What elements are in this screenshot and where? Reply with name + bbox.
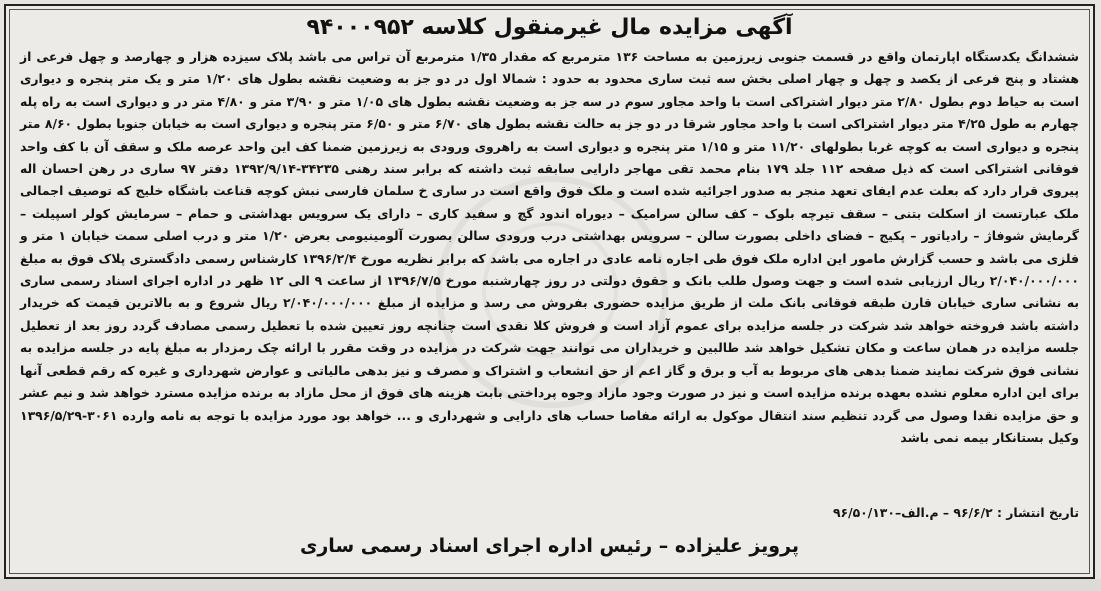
notice-title: آگهی مزایده مال غیرمنقول کلاسه ۹۴۰۰۰۹۵۲ (306, 15, 793, 40)
notice-body: ششدانگ یکدستگاه اپارتمان واقع در قسمت جنوبی زیرزمین به مساحت ۱۳۶ مترمربع که مقدار ۱/۳۵ مترمربع آن تراس می باشد پلاک سیزده هزار و چهارصد و چهل فرعی از هشتاد و پنج فرعی از یکصد و چهل و چهار اصلی بخش سه ثبت ساری محدود به حدود : شمالا اول در دو جز به وضعیت نقشه بطول های ۱/۲۰ متر و یک متر پنجره و دیواری است به حیاط دوم بطول ۲/۸۰ متر دیوار اشتراکی است با واحد مجاور سوم در سه جز به وضعیت نقشه بطول های ۱/۰۵ متر و ۳/۹۰ متر و ۴/۸۰ متر در و دیواری است به راه پله چهارم به طول ۴/۲۵ متر دیوار اشتراکی است با واحد مجاور شرقا در دو جز به حالت نقشه بطول های ۶/۷۰ متر و ۶/۵۰ متر پنجره و دیواری است به خیابان جنوبا بطول ۸/۶۰ متر پنجره و دیواری است به کوچه غربا بطولهای ۱۱/۲۰ متر و ۱/۱۵ متر پنجره و دیواری است به راهروی ورودی به زیرزمین ضمنا کف این واحد عرصه ملک و سقف آن با کف واحد فوقانی اشتراکی است که ذیل صفحه ۱۱۲ جلد ۱۷۹ بنام محمد تقی مهاجر دارایی سابقه ثبت داشته که برابر سند رهنی ۳۴۲۳۵-۱۳۹۲/۹/۱۴ دفتر ۹۷ ساری در رهن احسان اله پیروی قرار دارد که بعلت عدم ایفای تعهد منجر به صدور اجرائیه شده است و ملک فوق واقع است در ساری خ سلمان فارسی نبش کوچه قناعت باشگاه خلیج که توصیف اجمالی ملک عبارتست از اسکلت بتنی – سقف تیرچه بلوک – کف سالن سرامیک – دیوراه اندود گچ و سفید کاری – دارای یک سرویس بهداشتی و حمام – سرمایش کولر اسپیلت – گرمایش شوفاژ – رادیاتور – پکیج – فضای داخلی بصورت سالن – سرویس بهداشتی درب ورودی سالن بصورت آلومینیومی بعرض ۱/۲۰ متر و درب اصلی سمت خیابان ۱ متر و فلزی می باشد و حسب گزارش مامور این اداره ملک فوق طی اجاره نامه عادی در اجاره می باشد که برابر نظریه مورخ ۱۳۹۶/۲/۴ کارشناس رسمی دادگستری پلاک فوق به مبلغ ۲/۰۴۰/۰۰۰/۰۰۰ ریال ارزیابی شده است و جهت وصول طلب بانک و حقوق دولتی در روز چهارشنبه مورخ ۱۳۹۶/۷/۵ از ساعت ۹ الی ۱۲ ظهر در اداره اجرای اسناد رسمی ساری به نشانی ساری خیابان قارن طبقه فوقانی بانک ملت از طریق مزایده حضوری بفروش می رسد و مزایده از مبلغ ۲/۰۴۰/۰۰۰/۰۰۰ ریال شروع و به بالاترین قیمت که خریدار داشته باشد فروخته خواهد شد شرکت در جلسه مزایده برای عموم آزاد است و فروش کلا نقدی است چنانچه روز تعیین شده با تعطیل رسمی مصادف گردد روز بعد از تعطیل جلسه مزایده در همان ساعت و مکان تشکیل خواهد شد طالبین و خریداران می توانند جهت شرکت در مزایده در وقت مقرر با ارائه چک رمزدار به مبلغ پایه در جلسه مزایده به نشانی فوق شرکت نمایند ضمنا بدهی های مربوط به آب و برق و گاز اعم از حق انشعاب و اشتراک و مصرف و نیز بدهی مالیاتی و عوارض شهرداری و غیره که رقم قطعی آنها برای این اداره معلوم نشده بعهده برنده مزایده است و نیز در صورت وجود مازاد وجوه پرداختی بابت هزینه های فوق از محل مازاد به برنده مزایده مسترد خواهد شد و نیم عشر و حق مزایده نقدا وصول می گردد تنظیم سند انتقال موکول به ارائه مفاصا حساب های دارایی و شهرداری و ... خواهد بود مورد مزایده با توجه به نامه وارده ۳۰۶۱-۱۳۹۶/۵/۲۹ وکیل بستانکار بیمه نمی باشد (20, 49, 1080, 445)
page-bottom-edge (0, 579, 1101, 591)
auction-notice-box (4, 4, 1095, 579)
signature-line: پرویز علیزاده – رئیس اداره اجرای اسناد رسمی ساری (299, 535, 800, 557)
publication-date: تاریخ انتشار : ۹۶/۶/۲ – م.الف–۹۶/۵۰/۱۳۰ (832, 505, 1079, 520)
